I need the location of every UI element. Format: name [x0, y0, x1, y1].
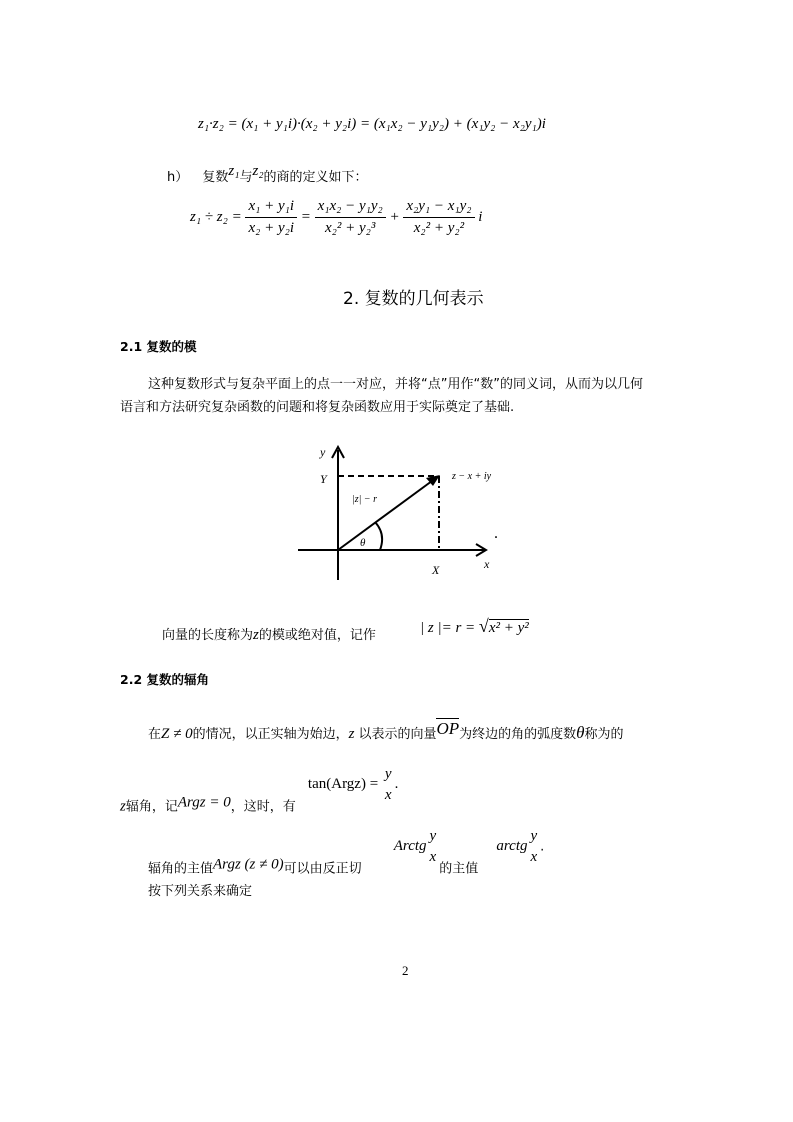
subsection-2-2-title: 2.2 复数的辐角	[120, 672, 209, 687]
arg-l1-e: 称为的	[584, 727, 624, 742]
arg-l3-den2: x	[530, 849, 538, 865]
item-h-line	[167, 163, 368, 186]
modulus-text-a: 向量的长度称为	[162, 628, 254, 643]
argument-line2	[120, 766, 398, 815]
y-axis-label: y	[320, 445, 326, 459]
arg-l1-theta: θ	[576, 723, 585, 742]
arg-l1-b: 的情况，以正实轴为始边，	[192, 727, 349, 742]
paragraph-2-1-line1: 这种复数形式与复杂平面上的点一一对应，并将“点”用作“数”的同义词，从而为以几何	[148, 377, 643, 392]
arg-l3-b: 可以由反正切	[283, 861, 362, 877]
arg-l2-num: y	[384, 766, 392, 782]
arg-l3-dot: .	[540, 839, 545, 855]
arg-l3-fraction2	[527, 828, 540, 866]
arg-l3-num1: y	[429, 828, 437, 844]
theta-arc	[375, 522, 382, 550]
arg-l1-op: OP	[436, 719, 460, 738]
section-title: 2. 复数的几何表示	[343, 289, 484, 309]
arg-l2-dot: .	[394, 776, 399, 793]
arg-l1-d: 为终边的角的弧度数	[459, 727, 577, 742]
quotient-fraction-3	[403, 198, 474, 237]
arg-l2-den: x	[384, 787, 392, 803]
item-h-marker: h）	[167, 170, 189, 185]
argument-line3	[148, 828, 544, 876]
quotient-f2-num: x₁x₂ − y₁y₂	[317, 198, 383, 214]
page-number: 2	[402, 963, 409, 978]
arg-l3-c: 的主值	[439, 861, 479, 877]
quotient-tail: i	[478, 209, 483, 225]
arg-l2-a: 辐角，记	[125, 799, 178, 815]
item-h-z1: z₁	[228, 163, 240, 179]
quotient-f2-den: x₂² + y₂³	[315, 217, 386, 237]
arg-l2-fraction	[382, 766, 395, 804]
arg-l2-math: Argz = 0	[177, 794, 231, 811]
arg-l2-tan: tan(Argz) =	[307, 776, 379, 793]
modulus-formula-radicand: x² + y²	[488, 620, 529, 636]
Y-label: Y	[320, 472, 327, 486]
arg-l3-arctg1: Arctg	[393, 838, 427, 855]
modulus-text-b: 的模或绝对值，记作	[258, 628, 376, 643]
argument-line4: 按下列关系来确定	[148, 884, 253, 899]
arg-l2-b: ，这时，有	[230, 799, 296, 815]
quotient-plus: +	[389, 209, 400, 225]
item-h-text-b: 与	[239, 170, 253, 185]
quotient-f1-den: x₂ + y₂i	[245, 217, 297, 237]
quotient-f1-num: x₁ + y₁i	[248, 198, 295, 214]
arg-l3-fraction1	[427, 828, 440, 866]
argument-line1	[148, 719, 624, 743]
arg-l3-math: Argz (z ≠ 0)	[213, 856, 284, 873]
quotient-f3-num: x₂y₁ − x₁y₂	[406, 198, 472, 214]
item-h-text-c: 的商的定义如下：	[263, 170, 368, 185]
quotient-formula: z₁ ÷ z₂ = $\frac{\text{x₁ + y₁i}}{\text{x₂ + y₂i}}$ = $\frac{\text{x₁x₂ − y₁y₂}}{\text{x₂² + y₂³}}$ + $\frac{\text{x₂y₁ − x₁y₂}}{\text{x₂² + y₂²}}$ i	[190, 198, 483, 236]
modulus-formula-lhs: | z |= r =	[420, 620, 476, 636]
item-h-z2: z₂	[252, 163, 264, 179]
quotient-fraction-1	[245, 198, 297, 237]
X-label: X	[432, 563, 440, 577]
stray-dot: .	[494, 525, 498, 542]
item-h-text-a: 复数	[202, 170, 229, 185]
point-label: z − x + iy	[452, 471, 492, 482]
modulus-z: z	[253, 627, 259, 643]
x-axis-label: x	[484, 557, 490, 571]
arg-l3-num2: y	[530, 828, 538, 844]
arg-l1-z: z	[348, 726, 355, 742]
product-formula: z₁·z₂ = (x₁ + y₁i)·(x₂ + y₂i) = (x₁x₂ − y₁y₂) + (x₁y₂ − x₂y₁)i	[198, 116, 546, 132]
modulus-formula: | z |= r = √x² + y²	[420, 616, 529, 636]
quotient-fraction-2	[315, 198, 386, 237]
modulus-line	[162, 624, 376, 644]
modulus-label: |z| − r	[352, 494, 378, 505]
quotient-f3-den: x₂² + y₂²	[403, 217, 474, 237]
arg-l3-a: 辐角的主值	[148, 861, 214, 877]
paragraph-2-1-line2: 语言和方法研究复杂函数的问题和将复杂函数应用于实际奠定了基础.	[120, 400, 515, 415]
complex-plane-diagram	[290, 440, 530, 590]
arg-l2-z: z	[120, 798, 126, 815]
vector-line	[338, 478, 436, 550]
arg-l1-a: 在	[148, 727, 162, 742]
arg-l3-den1: x	[429, 849, 437, 865]
subsection-2-1-title: 2.1 复数的模	[120, 339, 197, 354]
quotient-lhs: z₁ ÷ z₂ =	[190, 209, 242, 225]
arg-l1-c: 以表示的向量	[358, 727, 437, 742]
arg-l3-arctg2: arctg	[496, 838, 528, 855]
arg-l1-math: Z ≠ 0	[161, 726, 193, 742]
theta-label: θ	[360, 537, 366, 549]
